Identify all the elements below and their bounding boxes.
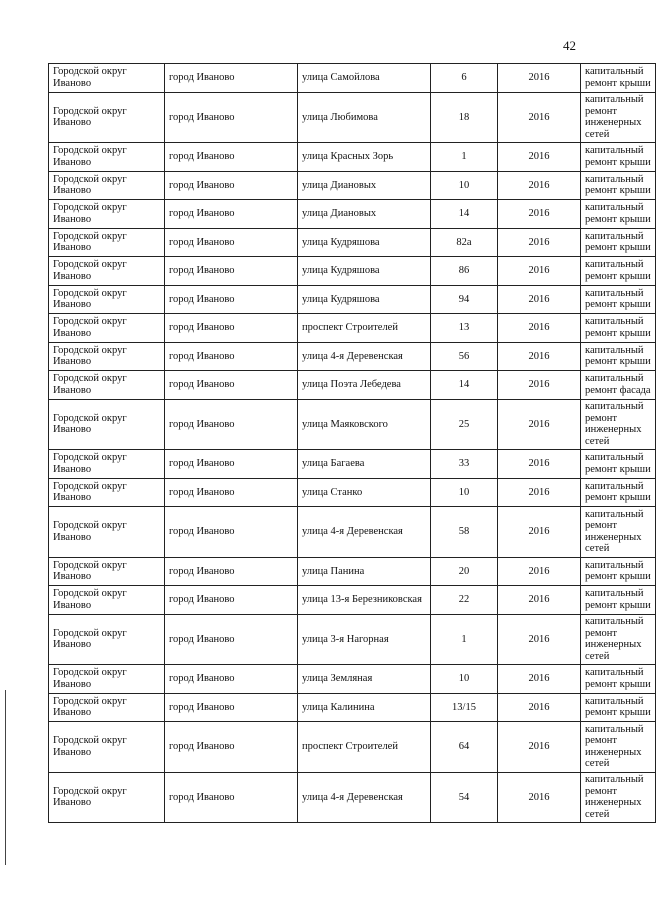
- table-row: [49, 92, 656, 143]
- cell-house: 10: [431, 478, 498, 507]
- cell-house: 20: [431, 557, 498, 586]
- cell-year: 2016: [498, 257, 581, 286]
- cell-district: Городской округ Иваново: [49, 693, 165, 722]
- cell-house: 6: [431, 64, 498, 93]
- cell-district: Городской округ Иваново: [49, 614, 165, 665]
- cell-street: проспект Строителей: [298, 722, 431, 773]
- cell-year: 2016: [498, 228, 581, 257]
- cell-city: город Иваново: [165, 314, 298, 343]
- cell-work: капитальный ремонт инженерных сетей: [581, 772, 656, 823]
- cell-work: капитальный ремонт крыши: [581, 450, 656, 479]
- cell-street: улица Диановых: [298, 200, 431, 229]
- cell-city: город Иваново: [165, 257, 298, 286]
- table-row: [49, 450, 656, 479]
- cell-year: 2016: [498, 200, 581, 229]
- cell-district: Городской округ Иваново: [49, 557, 165, 586]
- cell-district: Городской округ Иваново: [49, 143, 165, 172]
- cell-district: Городской округ Иваново: [49, 342, 165, 371]
- cell-street: улица Земляная: [298, 665, 431, 694]
- cell-city: город Иваново: [165, 371, 298, 400]
- table-row: [49, 665, 656, 694]
- cell-city: город Иваново: [165, 478, 298, 507]
- cell-street: улица Станко: [298, 478, 431, 507]
- cell-city: город Иваново: [165, 92, 298, 143]
- cell-street: улица Кудряшова: [298, 285, 431, 314]
- cell-work: капитальный ремонт фасада: [581, 371, 656, 400]
- cell-city: город Иваново: [165, 285, 298, 314]
- cell-house: 33: [431, 450, 498, 479]
- cell-house: 14: [431, 371, 498, 400]
- table-row: [49, 342, 656, 371]
- table-row: [49, 478, 656, 507]
- cell-street: проспект Строителей: [298, 314, 431, 343]
- cell-district: Городской округ Иваново: [49, 200, 165, 229]
- cell-district: Городской округ Иваново: [49, 450, 165, 479]
- cell-house: 10: [431, 171, 498, 200]
- table-body: [49, 64, 656, 823]
- cell-house: 86: [431, 257, 498, 286]
- cell-district: Городской округ Иваново: [49, 171, 165, 200]
- cell-street: улица Калинина: [298, 693, 431, 722]
- cell-house: 94: [431, 285, 498, 314]
- cell-city: город Иваново: [165, 143, 298, 172]
- cell-street: улица 4-я Деревенская: [298, 342, 431, 371]
- cell-work: капитальный ремонт крыши: [581, 143, 656, 172]
- cell-work: капитальный ремонт крыши: [581, 342, 656, 371]
- cell-work: капитальный ремонт крыши: [581, 285, 656, 314]
- cell-work: капитальный ремонт инженерных сетей: [581, 507, 656, 558]
- cell-work: капитальный ремонт крыши: [581, 257, 656, 286]
- table-row: [49, 200, 656, 229]
- cell-work: капитальный ремонт крыши: [581, 314, 656, 343]
- cell-year: 2016: [498, 92, 581, 143]
- table-row: [49, 143, 656, 172]
- cell-street: улица 3-я Нагорная: [298, 614, 431, 665]
- cell-city: город Иваново: [165, 693, 298, 722]
- cell-work: капитальный ремонт инженерных сетей: [581, 722, 656, 773]
- cell-city: город Иваново: [165, 665, 298, 694]
- cell-house: 18: [431, 92, 498, 143]
- cell-year: 2016: [498, 478, 581, 507]
- table-row: [49, 314, 656, 343]
- cell-city: город Иваново: [165, 64, 298, 93]
- cell-work: капитальный ремонт крыши: [581, 478, 656, 507]
- cell-district: Городской округ Иваново: [49, 772, 165, 823]
- cell-work: капитальный ремонт крыши: [581, 64, 656, 93]
- cell-city: город Иваново: [165, 722, 298, 773]
- cell-city: город Иваново: [165, 200, 298, 229]
- housing-repair-table: [48, 63, 656, 823]
- cell-street: улица 4-я Деревенская: [298, 507, 431, 558]
- cell-year: 2016: [498, 693, 581, 722]
- cell-city: город Иваново: [165, 557, 298, 586]
- cell-year: 2016: [498, 450, 581, 479]
- cell-year: 2016: [498, 371, 581, 400]
- cell-city: город Иваново: [165, 450, 298, 479]
- cell-city: город Иваново: [165, 507, 298, 558]
- cell-work: капитальный ремонт крыши: [581, 665, 656, 694]
- cell-work: капитальный ремонт инженерных сетей: [581, 92, 656, 143]
- cell-street: улица Кудряшова: [298, 228, 431, 257]
- cell-district: Городской округ Иваново: [49, 478, 165, 507]
- cell-year: 2016: [498, 665, 581, 694]
- cell-house: 58: [431, 507, 498, 558]
- cell-house: 82а: [431, 228, 498, 257]
- cell-street: улица Багаева: [298, 450, 431, 479]
- cell-district: Городской округ Иваново: [49, 371, 165, 400]
- table-row: [49, 371, 656, 400]
- cell-house: 22: [431, 586, 498, 615]
- table-row: [49, 257, 656, 286]
- page-number: 42: [563, 38, 576, 53]
- cell-year: 2016: [498, 722, 581, 773]
- cell-house: 64: [431, 722, 498, 773]
- cell-district: Городской округ Иваново: [49, 257, 165, 286]
- cell-work: капитальный ремонт крыши: [581, 171, 656, 200]
- table-row: [49, 399, 656, 450]
- cell-year: 2016: [498, 314, 581, 343]
- cell-city: город Иваново: [165, 228, 298, 257]
- table-row: [49, 722, 656, 773]
- cell-house: 14: [431, 200, 498, 229]
- cell-work: капитальный ремонт крыши: [581, 557, 656, 586]
- cell-district: Городской округ Иваново: [49, 314, 165, 343]
- cell-district: Городской округ Иваново: [49, 722, 165, 773]
- cell-year: 2016: [498, 399, 581, 450]
- cell-street: улица Любимова: [298, 92, 431, 143]
- cell-work: капитальный ремонт инженерных сетей: [581, 399, 656, 450]
- cell-house: 56: [431, 342, 498, 371]
- table-row: [49, 228, 656, 257]
- cell-street: улица Панина: [298, 557, 431, 586]
- cell-district: Городской округ Иваново: [49, 92, 165, 143]
- cell-house: 13/15: [431, 693, 498, 722]
- cell-house: 25: [431, 399, 498, 450]
- cell-district: Городской округ Иваново: [49, 399, 165, 450]
- cell-house: 1: [431, 614, 498, 665]
- cell-year: 2016: [498, 507, 581, 558]
- cell-year: 2016: [498, 143, 581, 172]
- cell-work: капитальный ремонт крыши: [581, 200, 656, 229]
- table-row: [49, 693, 656, 722]
- cell-house: 54: [431, 772, 498, 823]
- cell-city: город Иваново: [165, 342, 298, 371]
- cell-street: улица Маяковского: [298, 399, 431, 450]
- cell-district: Городской округ Иваново: [49, 507, 165, 558]
- cell-city: город Иваново: [165, 399, 298, 450]
- table-row: [49, 614, 656, 665]
- table-row: [49, 64, 656, 93]
- cell-year: 2016: [498, 614, 581, 665]
- cell-year: 2016: [498, 772, 581, 823]
- table-row: [49, 285, 656, 314]
- cell-work: капитальный ремонт крыши: [581, 586, 656, 615]
- cell-house: 1: [431, 143, 498, 172]
- table-row: [49, 507, 656, 558]
- cell-district: Городской округ Иваново: [49, 64, 165, 93]
- cell-district: Городской округ Иваново: [49, 228, 165, 257]
- cell-city: город Иваново: [165, 171, 298, 200]
- table-row: [49, 586, 656, 615]
- cell-district: Городской округ Иваново: [49, 586, 165, 615]
- cell-year: 2016: [498, 64, 581, 93]
- cell-year: 2016: [498, 586, 581, 615]
- cell-city: город Иваново: [165, 614, 298, 665]
- cell-year: 2016: [498, 557, 581, 586]
- cell-year: 2016: [498, 342, 581, 371]
- cell-house: 13: [431, 314, 498, 343]
- cell-work: капитальный ремонт инженерных сетей: [581, 614, 656, 665]
- cell-house: 10: [431, 665, 498, 694]
- cell-year: 2016: [498, 171, 581, 200]
- cell-district: Городской округ Иваново: [49, 665, 165, 694]
- cell-year: 2016: [498, 285, 581, 314]
- cell-city: город Иваново: [165, 586, 298, 615]
- cell-street: улица Поэта Лебедева: [298, 371, 431, 400]
- table-row: [49, 557, 656, 586]
- cell-work: капитальный ремонт крыши: [581, 228, 656, 257]
- cell-street: улица 13-я Березниковская: [298, 586, 431, 615]
- cell-street: улица 4-я Деревенская: [298, 772, 431, 823]
- cell-street: улица Диановых: [298, 171, 431, 200]
- cell-street: улица Красных Зорь: [298, 143, 431, 172]
- cell-street: улица Кудряшова: [298, 257, 431, 286]
- table-row: [49, 171, 656, 200]
- cell-city: город Иваново: [165, 772, 298, 823]
- margin-line: [5, 690, 6, 865]
- cell-district: Городской округ Иваново: [49, 285, 165, 314]
- cell-work: капитальный ремонт крыши: [581, 693, 656, 722]
- cell-street: улица Самойлова: [298, 64, 431, 93]
- table-row: [49, 772, 656, 823]
